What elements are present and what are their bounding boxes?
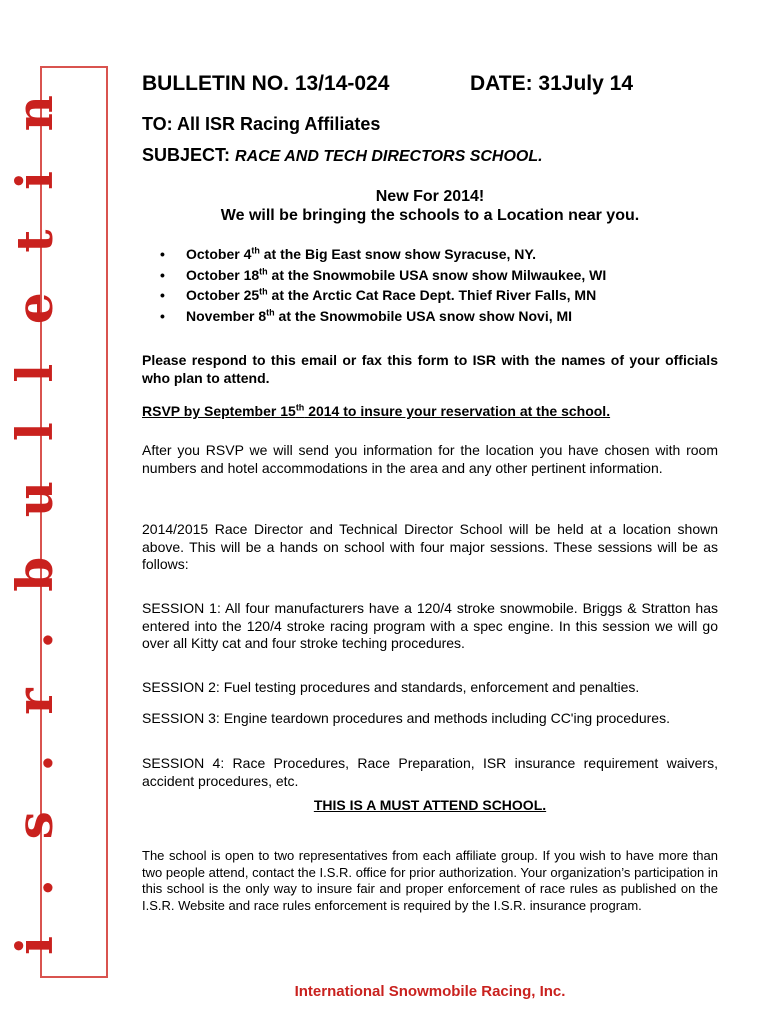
respond-instructions: Please respond to this email or fax this form to ISR with the names of your officials who plan to attend.	[142, 352, 718, 386]
sidebar-letter: l	[5, 422, 64, 442]
sidebar-letter: i	[5, 171, 64, 191]
sidebar-letter: r	[5, 688, 64, 715]
subject-value: RACE AND TECH DIRECTORS SCHOOL.	[235, 148, 543, 165]
intro-heading: New For 2014!	[375, 188, 485, 205]
sidebar-wordmark	[2, 95, 68, 955]
organization-footer: International Snowmobile Racing, Inc.	[294, 983, 566, 1000]
sidebar-letter: .	[5, 631, 64, 649]
list-item: • November 8th at the Snowmobile USA snow show Novi, MI	[160, 306, 573, 324]
session-4: SESSION 4: Race Procedures, Race Preparation, ISR insurance requirement waivers, accident procedures, etc.	[142, 755, 718, 789]
intro-subheading: We will be bringing the schools to a Location near you.	[220, 207, 640, 224]
attendance-policy: The school is open to two representatives from each affiliate group. If you wish to have more than two people attend, contact the I.S.R. office for prior authorization. Your organization’s participation in this school is the only way to insure fair and proper enforcement of race rules as published on the I.S.R. Website and race rules enforcement is required by the I.S.R. insurance program.	[142, 848, 718, 913]
sidebar-letter: s	[5, 811, 64, 840]
sidebar-letter: l	[5, 363, 64, 383]
after-rsvp-paragraph: After you RSVP we will send you information for the location you have chosen with room numbers and hotel accommodations in the area and any other pertinent information.	[142, 442, 718, 476]
must-attend-notice: THIS IS A MUST ATTEND SCHOOL.	[313, 797, 547, 813]
sidebar-letter: .	[5, 879, 64, 897]
session-1: SESSION 1: All four manufacturers have a 120/4 stroke snowmobile. Briggs & Stratton has entered into the 120/4 stroke racing program with a spec engine. In this session we will go over all Kitty cat and four stroke teching procedures.	[142, 600, 718, 651]
subject-label: SUBJECT:	[142, 145, 236, 165]
sidebar-letter: e	[5, 292, 64, 325]
list-item: • October 18th at the Snowmobile USA snow show Milwaukee, WI	[160, 265, 607, 283]
sidebar-letter: t	[5, 229, 64, 253]
recipient-line: TO: All ISR Racing Affiliates	[142, 114, 381, 134]
bulletin-date: DATE: 31July 14	[470, 72, 634, 95]
sidebar-letter: i	[5, 936, 64, 955]
session-2: SESSION 2: Fuel testing procedures and standards, enforcement and penalties.	[142, 679, 640, 695]
sidebar-letter: b	[5, 556, 64, 592]
bulletin-number: BULLETIN NO. 13/14-024	[142, 72, 390, 95]
rsvp-deadline: RSVP by September 15th 2014 to insure your reservation at the school.	[142, 402, 611, 419]
event-list	[160, 244, 606, 326]
list-item: • October 25th at the Arctic Cat Race Dept. Thief River Falls, MN	[160, 286, 597, 303]
session-3: SESSION 3: Engine teardown procedures and methods including CC'ing procedures.	[142, 710, 670, 726]
subject-line	[142, 145, 543, 166]
list-item: • October 4th at the Big East snow show Syracuse, NY.	[160, 245, 537, 262]
sidebar-letter: u	[5, 480, 64, 518]
school-description: 2014/2015 Race Director and Technical Director School will be held at a location shown above. This will be a hands on school with four major sessions. These sessions will be as follows:	[142, 521, 718, 572]
sidebar-letter: n	[5, 95, 64, 132]
sidebar-letter: .	[5, 754, 64, 772]
